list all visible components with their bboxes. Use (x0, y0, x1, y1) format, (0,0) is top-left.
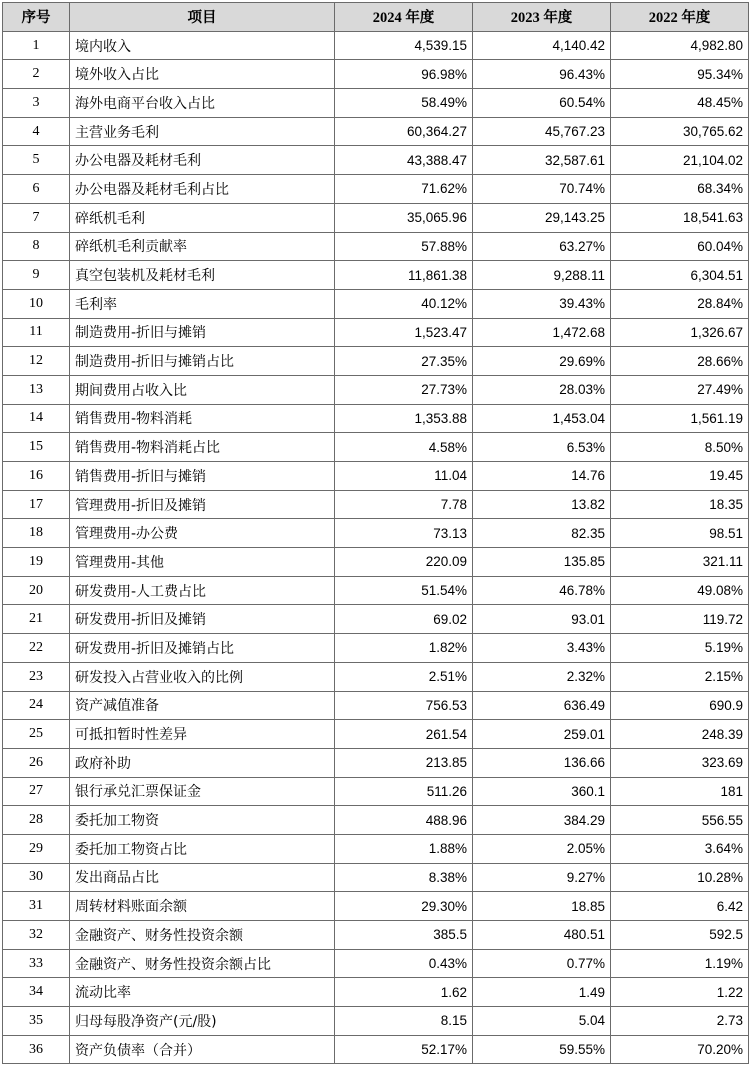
row-2022-value: 19.45 (611, 462, 749, 491)
row-2024-value: 385.5 (335, 921, 473, 950)
header-index: 序号 (3, 3, 70, 32)
table-row (3, 232, 749, 261)
row-2024-value: 51.54% (335, 576, 473, 605)
row-item-cell: 流动比率 (70, 978, 335, 1007)
row-item-cell: 发出商品占比 (70, 863, 335, 892)
table-row (3, 117, 749, 146)
row-2023-value: 82.35 (473, 519, 611, 548)
table-row (3, 404, 749, 433)
row-2023-value: 1,472.68 (473, 318, 611, 347)
table-row (3, 490, 749, 519)
row-2022-value: 18.35 (611, 490, 749, 519)
table-row (3, 203, 749, 232)
table-row (3, 146, 749, 175)
table-row (3, 921, 749, 950)
row-2023-value: 384.29 (473, 806, 611, 835)
row-2024-value: 511.26 (335, 777, 473, 806)
table-row (3, 691, 749, 720)
row-item-cell: 期间费用占收入比 (70, 375, 335, 404)
row-2022-value: 60.04% (611, 232, 749, 261)
row-2022-value: 1,326.67 (611, 318, 749, 347)
row-2023-value: 63.27% (473, 232, 611, 261)
row-item-cell: 归母每股净资产(元/股) (70, 1007, 335, 1036)
row-2022-value: 6,304.51 (611, 261, 749, 290)
table-row (3, 806, 749, 835)
row-index-cell: 19 (3, 548, 70, 577)
row-index-cell: 9 (3, 261, 70, 290)
table-row (3, 60, 749, 89)
row-2023-value: 636.49 (473, 691, 611, 720)
row-2023-value: 480.51 (473, 921, 611, 950)
row-2024-value: 71.62% (335, 175, 473, 204)
row-index-cell: 11 (3, 318, 70, 347)
row-index-cell: 28 (3, 806, 70, 835)
header-item: 项目 (70, 3, 335, 32)
row-2022-value: 1.19% (611, 949, 749, 978)
row-2024-value: 4.58% (335, 433, 473, 462)
row-index-cell: 14 (3, 404, 70, 433)
row-2023-value: 6.53% (473, 433, 611, 462)
row-index-cell: 12 (3, 347, 70, 376)
table-row (3, 978, 749, 1007)
table-body (3, 31, 749, 1064)
row-index-cell: 2 (3, 60, 70, 89)
financial-data-table (2, 2, 749, 1064)
table-row (3, 720, 749, 749)
row-2023-value: 135.85 (473, 548, 611, 577)
row-2024-value: 27.73% (335, 375, 473, 404)
table-row (3, 892, 749, 921)
row-2024-value: 60,364.27 (335, 117, 473, 146)
row-index-cell: 13 (3, 375, 70, 404)
row-item-cell: 委托加工物资 (70, 806, 335, 835)
table-row (3, 261, 749, 290)
row-2022-value: 21,104.02 (611, 146, 749, 175)
row-2023-value: 0.77% (473, 949, 611, 978)
row-2023-value: 2.32% (473, 662, 611, 691)
row-2022-value: 2.15% (611, 662, 749, 691)
row-index-cell: 7 (3, 203, 70, 232)
row-2024-value: 1,353.88 (335, 404, 473, 433)
row-item-cell: 真空包装机及耗材毛利 (70, 261, 335, 290)
table-row (3, 863, 749, 892)
row-item-cell: 销售费用-物料消耗占比 (70, 433, 335, 462)
row-2022-value: 181 (611, 777, 749, 806)
row-2023-value: 96.43% (473, 60, 611, 89)
table-row (3, 519, 749, 548)
row-2023-value: 29,143.25 (473, 203, 611, 232)
row-2024-value: 73.13 (335, 519, 473, 548)
row-item-cell: 制造费用-折旧与摊销 (70, 318, 335, 347)
table-row (3, 375, 749, 404)
row-item-cell: 研发投入占营业收入的比例 (70, 662, 335, 691)
row-2024-value: 4,539.15 (335, 31, 473, 60)
row-2023-value: 29.69% (473, 347, 611, 376)
row-2023-value: 93.01 (473, 605, 611, 634)
row-item-cell: 管理费用-办公费 (70, 519, 335, 548)
row-index-cell: 15 (3, 433, 70, 462)
table-row (3, 289, 749, 318)
header-2022: 2022 年度 (611, 3, 749, 32)
header-2024: 2024 年度 (335, 3, 473, 32)
row-item-cell: 销售费用-物料消耗 (70, 404, 335, 433)
row-item-cell: 海外电商平台收入占比 (70, 89, 335, 118)
row-2024-value: 57.88% (335, 232, 473, 261)
row-2023-value: 18.85 (473, 892, 611, 921)
row-2022-value: 3.64% (611, 834, 749, 863)
table-row (3, 89, 749, 118)
row-2023-value: 3.43% (473, 634, 611, 663)
table-row (3, 1007, 749, 1036)
row-item-cell: 可抵扣暂时性差异 (70, 720, 335, 749)
row-2022-value: 1.22 (611, 978, 749, 1007)
row-2022-value: 95.34% (611, 60, 749, 89)
row-2023-value: 9,288.11 (473, 261, 611, 290)
row-item-cell: 境内收入 (70, 31, 335, 60)
row-2022-value: 30,765.62 (611, 117, 749, 146)
row-2022-value: 28.84% (611, 289, 749, 318)
row-2022-value: 98.51 (611, 519, 749, 548)
row-2024-value: 11,861.38 (335, 261, 473, 290)
table-row (3, 462, 749, 491)
row-2024-value: 43,388.47 (335, 146, 473, 175)
row-2023-value: 9.27% (473, 863, 611, 892)
row-2022-value: 2.73 (611, 1007, 749, 1036)
table-row (3, 662, 749, 691)
row-index-cell: 35 (3, 1007, 70, 1036)
table-header-row (3, 3, 749, 32)
table-row (3, 949, 749, 978)
row-2022-value: 556.55 (611, 806, 749, 835)
row-2022-value: 28.66% (611, 347, 749, 376)
table-row (3, 347, 749, 376)
row-2024-value: 27.35% (335, 347, 473, 376)
row-item-cell: 境外收入占比 (70, 60, 335, 89)
row-index-cell: 36 (3, 1035, 70, 1064)
row-item-cell: 碎纸机毛利 (70, 203, 335, 232)
row-2022-value: 18,541.63 (611, 203, 749, 232)
row-2022-value: 70.20% (611, 1035, 749, 1064)
row-item-cell: 研发费用-折旧及摊销占比 (70, 634, 335, 663)
table-row (3, 634, 749, 663)
row-2023-value: 1,453.04 (473, 404, 611, 433)
row-item-cell: 主营业务毛利 (70, 117, 335, 146)
row-2024-value: 0.43% (335, 949, 473, 978)
row-2022-value: 4,982.80 (611, 31, 749, 60)
row-index-cell: 34 (3, 978, 70, 1007)
row-2024-value: 1,523.47 (335, 318, 473, 347)
row-2024-value: 1.88% (335, 834, 473, 863)
row-item-cell: 毛利率 (70, 289, 335, 318)
row-2022-value: 48.45% (611, 89, 749, 118)
table-row (3, 834, 749, 863)
row-index-cell: 31 (3, 892, 70, 921)
row-2024-value: 11.04 (335, 462, 473, 491)
row-2023-value: 60.54% (473, 89, 611, 118)
row-item-cell: 银行承兑汇票保证金 (70, 777, 335, 806)
row-2023-value: 28.03% (473, 375, 611, 404)
header-2023: 2023 年度 (473, 3, 611, 32)
row-2022-value: 321.11 (611, 548, 749, 577)
row-2022-value: 49.08% (611, 576, 749, 605)
row-2022-value: 592.5 (611, 921, 749, 950)
row-2023-value: 259.01 (473, 720, 611, 749)
row-item-cell: 碎纸机毛利贡献率 (70, 232, 335, 261)
row-2022-value: 8.50% (611, 433, 749, 462)
row-2024-value: 220.09 (335, 548, 473, 577)
row-2024-value: 213.85 (335, 748, 473, 777)
row-2024-value: 2.51% (335, 662, 473, 691)
row-item-cell: 金融资产、财务性投资余额 (70, 921, 335, 950)
row-index-cell: 17 (3, 490, 70, 519)
row-2023-value: 136.66 (473, 748, 611, 777)
row-2022-value: 248.39 (611, 720, 749, 749)
row-item-cell: 周转材料账面余额 (70, 892, 335, 921)
row-index-cell: 33 (3, 949, 70, 978)
row-item-cell: 销售费用-折旧与摊销 (70, 462, 335, 491)
row-index-cell: 4 (3, 117, 70, 146)
row-2023-value: 360.1 (473, 777, 611, 806)
row-2024-value: 96.98% (335, 60, 473, 89)
table-row (3, 777, 749, 806)
table-row (3, 31, 749, 60)
row-2024-value: 8.38% (335, 863, 473, 892)
row-index-cell: 8 (3, 232, 70, 261)
row-index-cell: 24 (3, 691, 70, 720)
row-index-cell: 10 (3, 289, 70, 318)
row-index-cell: 6 (3, 175, 70, 204)
row-index-cell: 30 (3, 863, 70, 892)
row-item-cell: 管理费用-折旧及摊销 (70, 490, 335, 519)
row-item-cell: 资产减值准备 (70, 691, 335, 720)
row-2023-value: 4,140.42 (473, 31, 611, 60)
row-index-cell: 16 (3, 462, 70, 491)
row-2024-value: 69.02 (335, 605, 473, 634)
row-2022-value: 10.28% (611, 863, 749, 892)
row-item-cell: 政府补助 (70, 748, 335, 777)
row-2022-value: 27.49% (611, 375, 749, 404)
row-item-cell: 研发费用-人工费占比 (70, 576, 335, 605)
table-row (3, 748, 749, 777)
row-2022-value: 1,561.19 (611, 404, 749, 433)
row-2024-value: 58.49% (335, 89, 473, 118)
table-row (3, 548, 749, 577)
row-item-cell: 管理费用-其他 (70, 548, 335, 577)
row-2024-value: 40.12% (335, 289, 473, 318)
row-2023-value: 13.82 (473, 490, 611, 519)
row-index-cell: 23 (3, 662, 70, 691)
row-2023-value: 70.74% (473, 175, 611, 204)
row-2023-value: 2.05% (473, 834, 611, 863)
row-2024-value: 1.62 (335, 978, 473, 1007)
table-row (3, 433, 749, 462)
row-index-cell: 21 (3, 605, 70, 634)
row-2024-value: 52.17% (335, 1035, 473, 1064)
table-row (3, 318, 749, 347)
row-item-cell: 研发费用-折旧及摊销 (70, 605, 335, 634)
row-2022-value: 5.19% (611, 634, 749, 663)
row-2024-value: 1.82% (335, 634, 473, 663)
row-index-cell: 27 (3, 777, 70, 806)
row-2024-value: 7.78 (335, 490, 473, 519)
row-item-cell: 办公电器及耗材毛利占比 (70, 175, 335, 204)
row-item-cell: 制造费用-折旧与摊销占比 (70, 347, 335, 376)
row-2024-value: 8.15 (335, 1007, 473, 1036)
row-2023-value: 5.04 (473, 1007, 611, 1036)
row-2023-value: 14.76 (473, 462, 611, 491)
row-2022-value: 323.69 (611, 748, 749, 777)
row-2023-value: 32,587.61 (473, 146, 611, 175)
row-2024-value: 488.96 (335, 806, 473, 835)
row-2023-value: 1.49 (473, 978, 611, 1007)
row-2023-value: 39.43% (473, 289, 611, 318)
row-2023-value: 45,767.23 (473, 117, 611, 146)
row-index-cell: 22 (3, 634, 70, 663)
row-item-cell: 委托加工物资占比 (70, 834, 335, 863)
row-item-cell: 资产负债率（合并） (70, 1035, 335, 1064)
row-2022-value: 6.42 (611, 892, 749, 921)
row-2023-value: 46.78% (473, 576, 611, 605)
row-2022-value: 68.34% (611, 175, 749, 204)
row-2024-value: 756.53 (335, 691, 473, 720)
row-index-cell: 29 (3, 834, 70, 863)
row-2024-value: 35,065.96 (335, 203, 473, 232)
table-row (3, 1035, 749, 1064)
row-index-cell: 25 (3, 720, 70, 749)
row-2022-value: 119.72 (611, 605, 749, 634)
row-index-cell: 26 (3, 748, 70, 777)
row-index-cell: 1 (3, 31, 70, 60)
row-index-cell: 5 (3, 146, 70, 175)
row-index-cell: 18 (3, 519, 70, 548)
row-index-cell: 3 (3, 89, 70, 118)
table-row (3, 576, 749, 605)
row-item-cell: 金融资产、财务性投资余额占比 (70, 949, 335, 978)
row-2024-value: 261.54 (335, 720, 473, 749)
table-row (3, 605, 749, 634)
row-2023-value: 59.55% (473, 1035, 611, 1064)
row-item-cell: 办公电器及耗材毛利 (70, 146, 335, 175)
table-row (3, 175, 749, 204)
row-index-cell: 32 (3, 921, 70, 950)
row-2022-value: 690.9 (611, 691, 749, 720)
row-2024-value: 29.30% (335, 892, 473, 921)
row-index-cell: 20 (3, 576, 70, 605)
